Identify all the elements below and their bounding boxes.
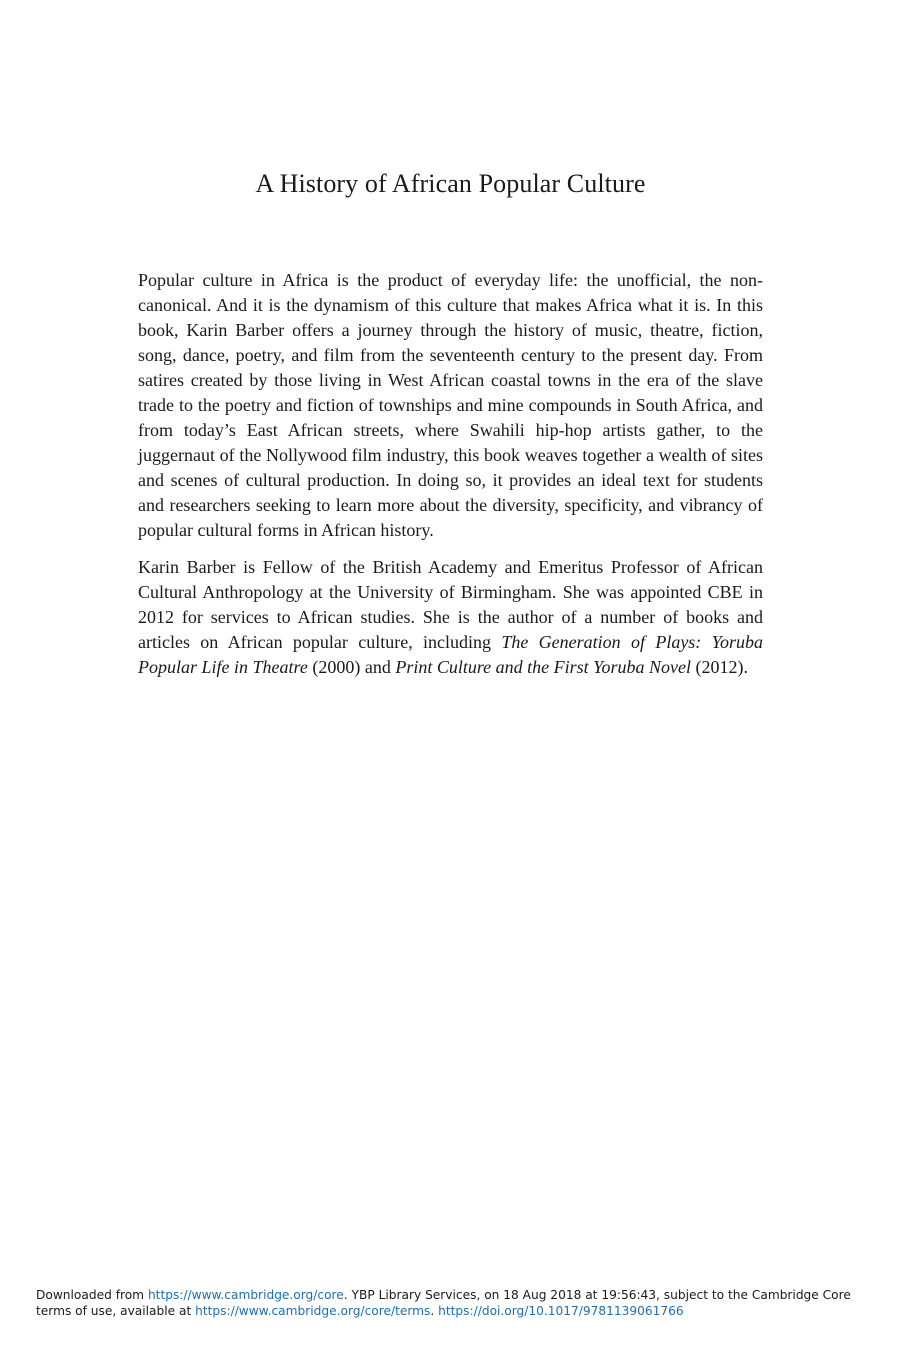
book-title-print-culture: Print Culture and the First Yoruba Novel <box>395 657 692 677</box>
cambridge-core-link[interactable]: https://www.cambridge.org/core <box>147 1288 344 1302</box>
author-bio-text-3: (2012). <box>691 657 749 677</box>
author-bio-text: Karin Barber is Fellow of the British Academy and Emeritus Professor of African Cultural Anthropology at the University of Birmingham. She was appointed CBE in 2012 for services to African studies. She is the author of a number of books and articles on African popular culture, including <box>138 557 763 652</box>
summary-paragraph: Popular culture in Africa is the product of everyday life: the unofficial, the non-canonical. And it is the dynamism of this culture that makes Africa what it is. In this book, Karin Barber offers a journey through the history of music, theatre, fiction, song, dance, poetry, and film from the seventeenth century to the present day. From satires created by those living in West African coastal towns in the era of the slave trade to the poetry and fiction of townships and mine compounds in South Africa, and from today’s East African streets, where Swahili hip-hop artists gather, to the juggernaut of the Nollywood film industry, this book weaves together a wealth of sites and scenes of cultural production. In doing so, it provides an ideal text for students and researchers seeking to learn more about the diversity, specificity, and vibrancy of popular cultural forms in African history. <box>138 270 763 540</box>
footer-prefix: Downloaded from <box>36 1288 148 1302</box>
author-bio-text-2: (2000) and <box>307 657 396 677</box>
doi-link[interactable]: https://doi.org/10.1017/9781139061766 <box>438 1304 684 1318</box>
book-title: A History of African Popular Culture <box>255 169 646 198</box>
footer-separator: . <box>430 1304 439 1318</box>
book-description <box>138 268 763 680</box>
book-title-generation-of-plays: The Generation of Plays: Yoruba Popular Life in Theatre <box>138 632 763 677</box>
author-bio-paragraph <box>138 555 763 680</box>
footer-middle: . YBP Library Services, on 18 Aug 2018 at 19:56:43, subject to the Cambridge Core terms of use, available at <box>36 1288 851 1318</box>
download-footer <box>36 1287 876 1319</box>
cambridge-terms-link[interactable]: https://www.cambridge.org/core/terms <box>195 1304 431 1318</box>
